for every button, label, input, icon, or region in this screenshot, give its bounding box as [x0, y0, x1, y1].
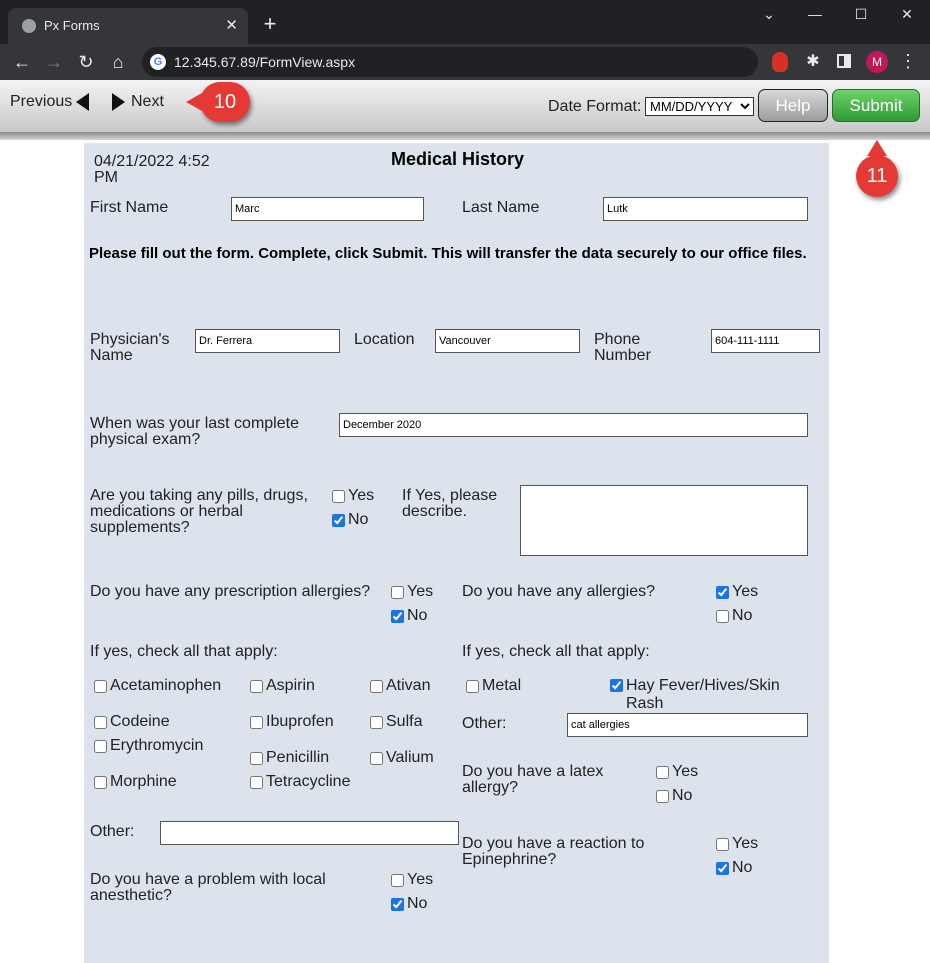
minimize-button[interactable]: — [808, 6, 822, 22]
home-icon[interactable]: ⌂ [112, 52, 124, 72]
rx-yes-text: Yes [407, 583, 434, 600]
form-title: Medical History [391, 149, 525, 169]
last-exam-input[interactable] [339, 413, 808, 437]
sulfa-checkbox[interactable] [370, 716, 383, 729]
acetaminophen-text: Acetaminophen [110, 677, 222, 694]
epi-no-option[interactable] [716, 859, 752, 877]
morphine-checkbox[interactable] [94, 776, 107, 789]
pills-yes-option[interactable] [332, 487, 374, 505]
drug-ativan-option[interactable] [370, 677, 430, 695]
pills-no-option[interactable] [332, 511, 368, 529]
drug-other-input[interactable] [160, 821, 459, 845]
location-input[interactable] [435, 329, 580, 353]
any-allergies-label: Do you have any allergies? [462, 583, 656, 600]
sulfa-text: Sulfa [386, 713, 423, 730]
previous-button[interactable] [10, 93, 89, 111]
codeine-checkbox[interactable] [94, 716, 107, 729]
acetaminophen-checkbox[interactable] [94, 680, 107, 693]
tetracycline-text: Tetracycline [266, 773, 351, 790]
form-instructions: Please fill out the form. Complete, click Submit. This will transfer the data securely to our office files. [89, 245, 807, 262]
last-exam-label: When was your last complete physical exam? [90, 415, 299, 448]
callout-badge-next [200, 82, 250, 122]
any-yes-text: Yes [732, 583, 759, 600]
latex-yes-option[interactable] [656, 763, 698, 781]
anes-yes-checkbox[interactable] [391, 874, 404, 887]
forward-arrow-icon[interactable]: → [45, 52, 63, 72]
hayfever-checkbox[interactable] [610, 679, 623, 692]
submit-button[interactable]: Submit [832, 89, 920, 122]
allergy-other-input[interactable] [567, 713, 808, 737]
any-no-checkbox[interactable] [716, 610, 729, 623]
callout-next-text: 10 [213, 91, 237, 113]
erythromycin-checkbox[interactable] [94, 740, 107, 753]
ativan-text: Ativan [386, 677, 431, 694]
rx-no-text: No [407, 607, 428, 624]
back-arrow-icon[interactable]: ← [13, 52, 31, 72]
form-timestamp: 04/21/2022 4:52 PM [94, 153, 210, 186]
latex-no-text: No [672, 787, 693, 804]
callout-pointer-next [186, 93, 202, 111]
pills-label: Are you taking any pills, drugs, medications or herbal supplements? [90, 487, 308, 536]
hayfever-text: Hay Fever/Hives/Skin Rash [626, 677, 780, 712]
metal-text: Metal [482, 677, 522, 694]
extension-shield-icon[interactable] [772, 52, 788, 72]
phone-number-label: Phone Number [594, 331, 651, 364]
drug-aspirin-option[interactable] [250, 677, 315, 695]
epinephrine-label: Do you have a reaction to Epinephrine? [462, 835, 645, 868]
prescription-allergies-label: Do you have any prescription allergies? [90, 583, 371, 600]
date-format-label: Date Format: [548, 98, 642, 115]
penicillin-checkbox[interactable] [250, 752, 263, 765]
latex-yes-text: Yes [672, 763, 699, 780]
valium-text: Valium [386, 749, 434, 766]
side-panel-icon[interactable] [837, 54, 851, 68]
previous-arrow-icon [76, 93, 89, 111]
physician-name-input[interactable] [195, 329, 340, 353]
drug-valium-option[interactable] [370, 749, 434, 767]
maximize-button[interactable]: ☐ [854, 6, 868, 22]
reload-icon[interactable]: ↻ [78, 52, 94, 72]
pills-no-text: No [348, 511, 369, 528]
epi-no-checkbox[interactable] [716, 862, 729, 875]
ativan-checkbox[interactable] [370, 680, 383, 693]
rx-yes-checkbox[interactable] [391, 586, 404, 599]
callout-badge-submit [856, 155, 898, 197]
epi-yes-option[interactable] [716, 835, 758, 853]
drug-erythromycin-option[interactable] [94, 737, 203, 755]
tab-search-icon[interactable]: ⌄ [763, 6, 775, 22]
rx-no-option[interactable] [391, 607, 427, 625]
google-icon: G [150, 54, 166, 70]
next-arrow-icon [112, 93, 125, 111]
anes-no-option[interactable] [391, 895, 427, 913]
pills-no-checkbox[interactable] [332, 514, 345, 527]
latex-yes-checkbox[interactable] [656, 766, 669, 779]
drug-sulfa-option[interactable] [370, 713, 422, 731]
toolbar-divider [0, 132, 930, 140]
kebab-menu-icon[interactable]: ⋮ [899, 51, 917, 71]
epi-yes-checkbox[interactable] [716, 838, 729, 851]
close-window-button[interactable]: ✕ [901, 6, 913, 22]
callout-pointer-submit [867, 140, 887, 156]
tetracycline-checkbox[interactable] [250, 776, 263, 789]
codeine-text: Codeine [110, 713, 170, 730]
last-name-input[interactable] [603, 197, 808, 221]
drug-morphine-option[interactable] [94, 773, 177, 791]
pills-yes-checkbox[interactable] [332, 490, 345, 503]
any-no-option[interactable] [716, 607, 752, 625]
latex-no-option[interactable] [656, 787, 692, 805]
if-yes-describe-label: If Yes, please describe. [402, 487, 498, 520]
physician-name-label: Physician's Name [90, 331, 170, 364]
browser-navbar [0, 44, 930, 80]
pills-describe-textarea[interactable] [520, 485, 808, 556]
tab-title: Px Forms [44, 18, 100, 33]
morphine-text: Morphine [110, 773, 177, 790]
address-bar[interactable] [142, 47, 758, 77]
allergy-check-all-label: If yes, check all that apply: [462, 643, 650, 660]
drug-check-all-label: If yes, check all that apply: [90, 643, 278, 660]
anesthetic-label: Do you have a problem with local anesthetic? [90, 871, 326, 904]
drug-penicillin-option[interactable] [250, 749, 329, 767]
metal-checkbox[interactable] [466, 680, 479, 693]
rx-no-checkbox[interactable] [391, 610, 404, 623]
allergy-metal-option[interactable] [466, 677, 521, 695]
close-tab-icon[interactable]: ✕ [225, 17, 238, 34]
penicillin-text: Penicillin [266, 749, 330, 766]
anes-no-text: No [407, 895, 428, 912]
extensions-puzzle-icon[interactable]: ✱ [806, 53, 820, 70]
allergy-hayfever-option[interactable] [610, 677, 800, 712]
new-tab-button[interactable]: + [263, 11, 277, 36]
epi-yes-text: Yes [732, 835, 759, 852]
location-label: Location [354, 331, 415, 348]
last-name-label: Last Name [462, 199, 540, 216]
ibuprofen-text: Ibuprofen [266, 713, 334, 730]
any-yes-checkbox[interactable] [716, 586, 729, 599]
date-format-select[interactable] [645, 97, 754, 116]
previous-label: Previous [10, 93, 73, 110]
latex-allergy-label: Do you have a latex allergy? [462, 763, 604, 796]
drug-acetaminophen-option[interactable] [94, 677, 221, 695]
callout-submit-text: 11 [866, 165, 888, 187]
first-name-label: First Name [90, 199, 169, 216]
ibuprofen-checkbox[interactable] [250, 716, 263, 729]
drug-ibuprofen-option[interactable] [250, 713, 334, 731]
any-yes-option[interactable] [716, 583, 758, 601]
latex-no-checkbox[interactable] [656, 790, 669, 803]
first-name-input[interactable] [231, 197, 424, 221]
next-button[interactable] [112, 93, 164, 111]
aspirin-text: Aspirin [266, 677, 315, 694]
drug-codeine-option[interactable] [94, 713, 170, 731]
phone-number-input[interactable] [711, 329, 820, 353]
help-button[interactable]: Help [758, 89, 828, 122]
anes-yes-text: Yes [407, 871, 434, 888]
url-text: 12.345.67.89/FormView.aspx [174, 54, 356, 70]
rx-yes-option[interactable] [391, 583, 433, 601]
globe-icon [22, 19, 36, 33]
drug-tetracycline-option[interactable] [250, 773, 350, 791]
anes-yes-option[interactable] [391, 871, 433, 889]
browser-tab[interactable] [8, 8, 248, 44]
next-label: Next [131, 93, 164, 110]
anes-no-checkbox[interactable] [391, 898, 404, 911]
pills-yes-text: Yes [348, 487, 375, 504]
aspirin-checkbox[interactable] [250, 680, 263, 693]
valium-checkbox[interactable] [370, 752, 383, 765]
any-no-text: No [732, 607, 753, 624]
drug-other-label: Other: [90, 823, 135, 840]
epi-no-text: No [732, 859, 753, 876]
profile-avatar[interactable]: M [866, 51, 888, 73]
erythromycin-text: Erythromycin [110, 737, 204, 754]
allergy-other-label: Other: [462, 715, 507, 732]
